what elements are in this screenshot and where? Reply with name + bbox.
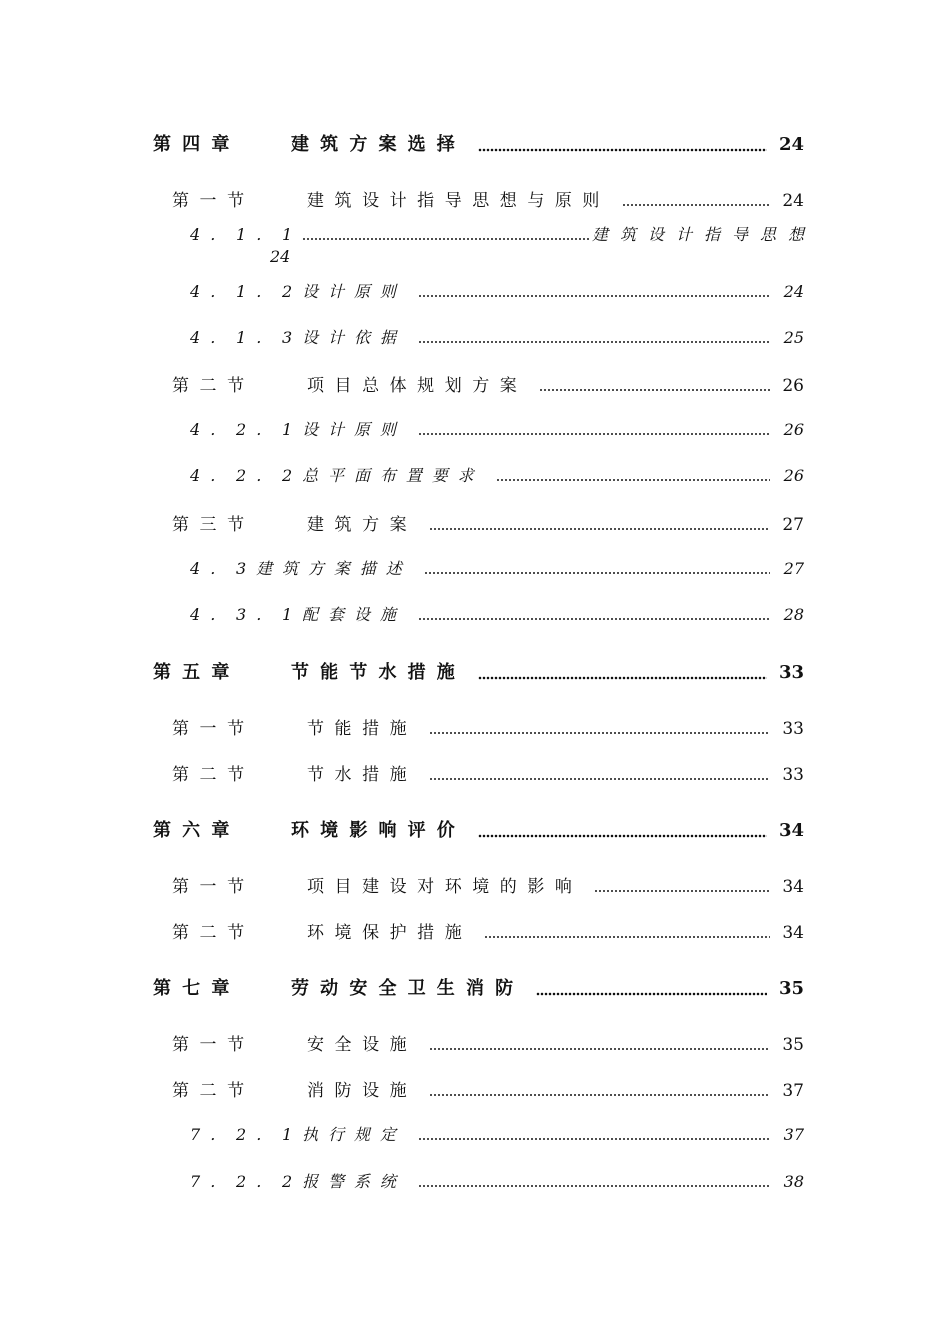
toc-chapter-7[interactable] (153, 974, 804, 1000)
page-number: 24 (270, 247, 291, 266)
dot-leader (429, 1047, 770, 1051)
toc-chapter-4[interactable] (153, 130, 804, 156)
toc-subsection-7-2-2[interactable] (190, 1169, 804, 1192)
section-title: 项目总体规划方案 (307, 376, 528, 396)
dot-leader (424, 571, 770, 575)
section-number: 第二节 (172, 923, 255, 943)
dot-leader (539, 388, 770, 392)
dot-leader (478, 834, 767, 838)
toc-section-7-1[interactable] (172, 1030, 804, 1055)
chapter-title: 节能节水措施 (291, 662, 466, 683)
section-title: 建筑设计指导思想与原则 (307, 191, 610, 211)
toc-section-5-2[interactable] (172, 760, 804, 785)
section-number: 第一节 (172, 191, 255, 211)
section-number: 第一节 (172, 877, 255, 897)
subsection-number: 4．1．2 (190, 282, 303, 301)
toc-section-5-1[interactable] (172, 714, 804, 739)
dot-leader (622, 203, 770, 207)
page-number: 38 (783, 1172, 804, 1191)
page-number: 34 (778, 820, 804, 841)
page-number: 27 (782, 515, 804, 535)
section-number: 第二节 (172, 376, 255, 396)
page-number: 26 (783, 466, 804, 485)
dot-leader (478, 148, 767, 152)
toc-subsection-4-1-1[interactable] (190, 222, 816, 266)
page-number: 35 (782, 1035, 804, 1055)
dot-leader (418, 1184, 770, 1188)
section-title: 建筑方案 (307, 515, 418, 535)
toc-section-4-2[interactable] (172, 371, 804, 396)
toc-subsection-7-2-1[interactable] (190, 1122, 804, 1145)
dot-leader (496, 478, 770, 482)
toc-subsection-4-3[interactable] (190, 556, 804, 579)
toc-chapter-5[interactable] (153, 658, 804, 684)
page-number: 26 (783, 420, 804, 439)
subsection-title: 设计原则 (302, 282, 406, 301)
page-number: 33 (782, 765, 804, 785)
page-number: 37 (782, 1081, 804, 1101)
subsection-title: 配套设施 (302, 605, 406, 624)
page-number: 35 (778, 978, 804, 999)
subsection-number: 4．3 (190, 559, 257, 578)
section-title: 环境保护措施 (307, 923, 473, 943)
page-number: 33 (778, 662, 804, 683)
chapter-title: 建筑方案选择 (291, 134, 466, 155)
subsection-number: 4．1．1 (190, 225, 303, 244)
page-number: 28 (783, 605, 804, 624)
dot-leader (429, 731, 770, 735)
subsection-number: 4．2．1 (190, 420, 303, 439)
section-title: 消防设施 (307, 1081, 418, 1101)
dot-leader (418, 432, 770, 436)
section-number: 第三节 (172, 515, 255, 535)
dot-leader (429, 777, 770, 781)
dot-leader (302, 237, 590, 241)
section-title: 节能措施 (307, 719, 418, 739)
dot-leader (594, 889, 770, 893)
chapter-title: 环境影响评价 (291, 820, 466, 841)
page-number: 24 (783, 282, 804, 301)
toc-subsection-4-1-2[interactable] (190, 279, 804, 302)
section-number: 第一节 (172, 1035, 255, 1055)
toc-subsection-4-3-1[interactable] (190, 602, 804, 625)
dot-leader (429, 527, 770, 531)
page-number: 37 (783, 1125, 804, 1144)
subsection-number: 4．2．2 (190, 466, 303, 485)
toc-section-6-1[interactable] (172, 872, 804, 897)
subsection-title: 执行规定 (302, 1125, 406, 1144)
subsection-number: 7．2．1 (190, 1125, 303, 1144)
toc-chapter-6[interactable] (153, 816, 804, 842)
chapter-number: 第七章 (153, 978, 241, 999)
dot-leader (418, 340, 770, 344)
dot-leader (418, 1137, 770, 1141)
chapter-number: 第四章 (153, 134, 241, 155)
section-number: 第二节 (172, 1081, 255, 1101)
chapter-title: 劳动安全卫生消防 (291, 978, 525, 999)
page-number: 24 (782, 191, 804, 211)
page-number: 33 (782, 719, 804, 739)
section-number: 第一节 (172, 719, 255, 739)
dot-leader (484, 935, 770, 939)
page-number: 25 (783, 328, 804, 347)
toc-subsection-4-1-3[interactable] (190, 325, 804, 348)
dot-leader (536, 992, 767, 996)
subsection-title: 建筑方案描述 (256, 559, 412, 578)
toc-subsection-4-2-2[interactable] (190, 463, 804, 486)
chapter-number: 第六章 (153, 820, 241, 841)
page-number: 24 (778, 134, 804, 155)
page-number: 34 (782, 923, 804, 943)
chapter-number: 第五章 (153, 662, 241, 683)
subsection-title: 设计原则 (302, 420, 406, 439)
dot-leader (418, 617, 770, 621)
toc-section-7-2[interactable] (172, 1076, 804, 1101)
dot-leader (478, 676, 767, 680)
subsection-number: 4．3．1 (190, 605, 303, 624)
section-number: 第二节 (172, 765, 255, 785)
dot-leader (429, 1093, 770, 1097)
page-number: 34 (782, 877, 804, 897)
toc-section-6-2[interactable] (172, 918, 804, 943)
subsection-number: 4．1．3 (190, 328, 303, 347)
section-title: 安全设施 (307, 1035, 418, 1055)
page-number: 27 (783, 559, 804, 578)
section-title: 节水措施 (307, 765, 418, 785)
page-number: 26 (782, 376, 804, 396)
subsection-title: 总平面布置要求 (302, 466, 484, 485)
toc-section-4-1[interactable] (172, 186, 804, 211)
toc-section-4-3[interactable] (172, 510, 804, 535)
subsection-title: 报警系统 (302, 1172, 406, 1191)
dot-leader (418, 294, 770, 298)
subsection-title: 设计依据 (302, 328, 406, 347)
subsection-title: 建筑设计指导思想 (591, 225, 816, 244)
toc-subsection-4-2-1[interactable] (190, 417, 804, 440)
section-title: 项目建设对环境的影响 (307, 877, 583, 897)
subsection-number: 7．2．2 (190, 1172, 303, 1191)
